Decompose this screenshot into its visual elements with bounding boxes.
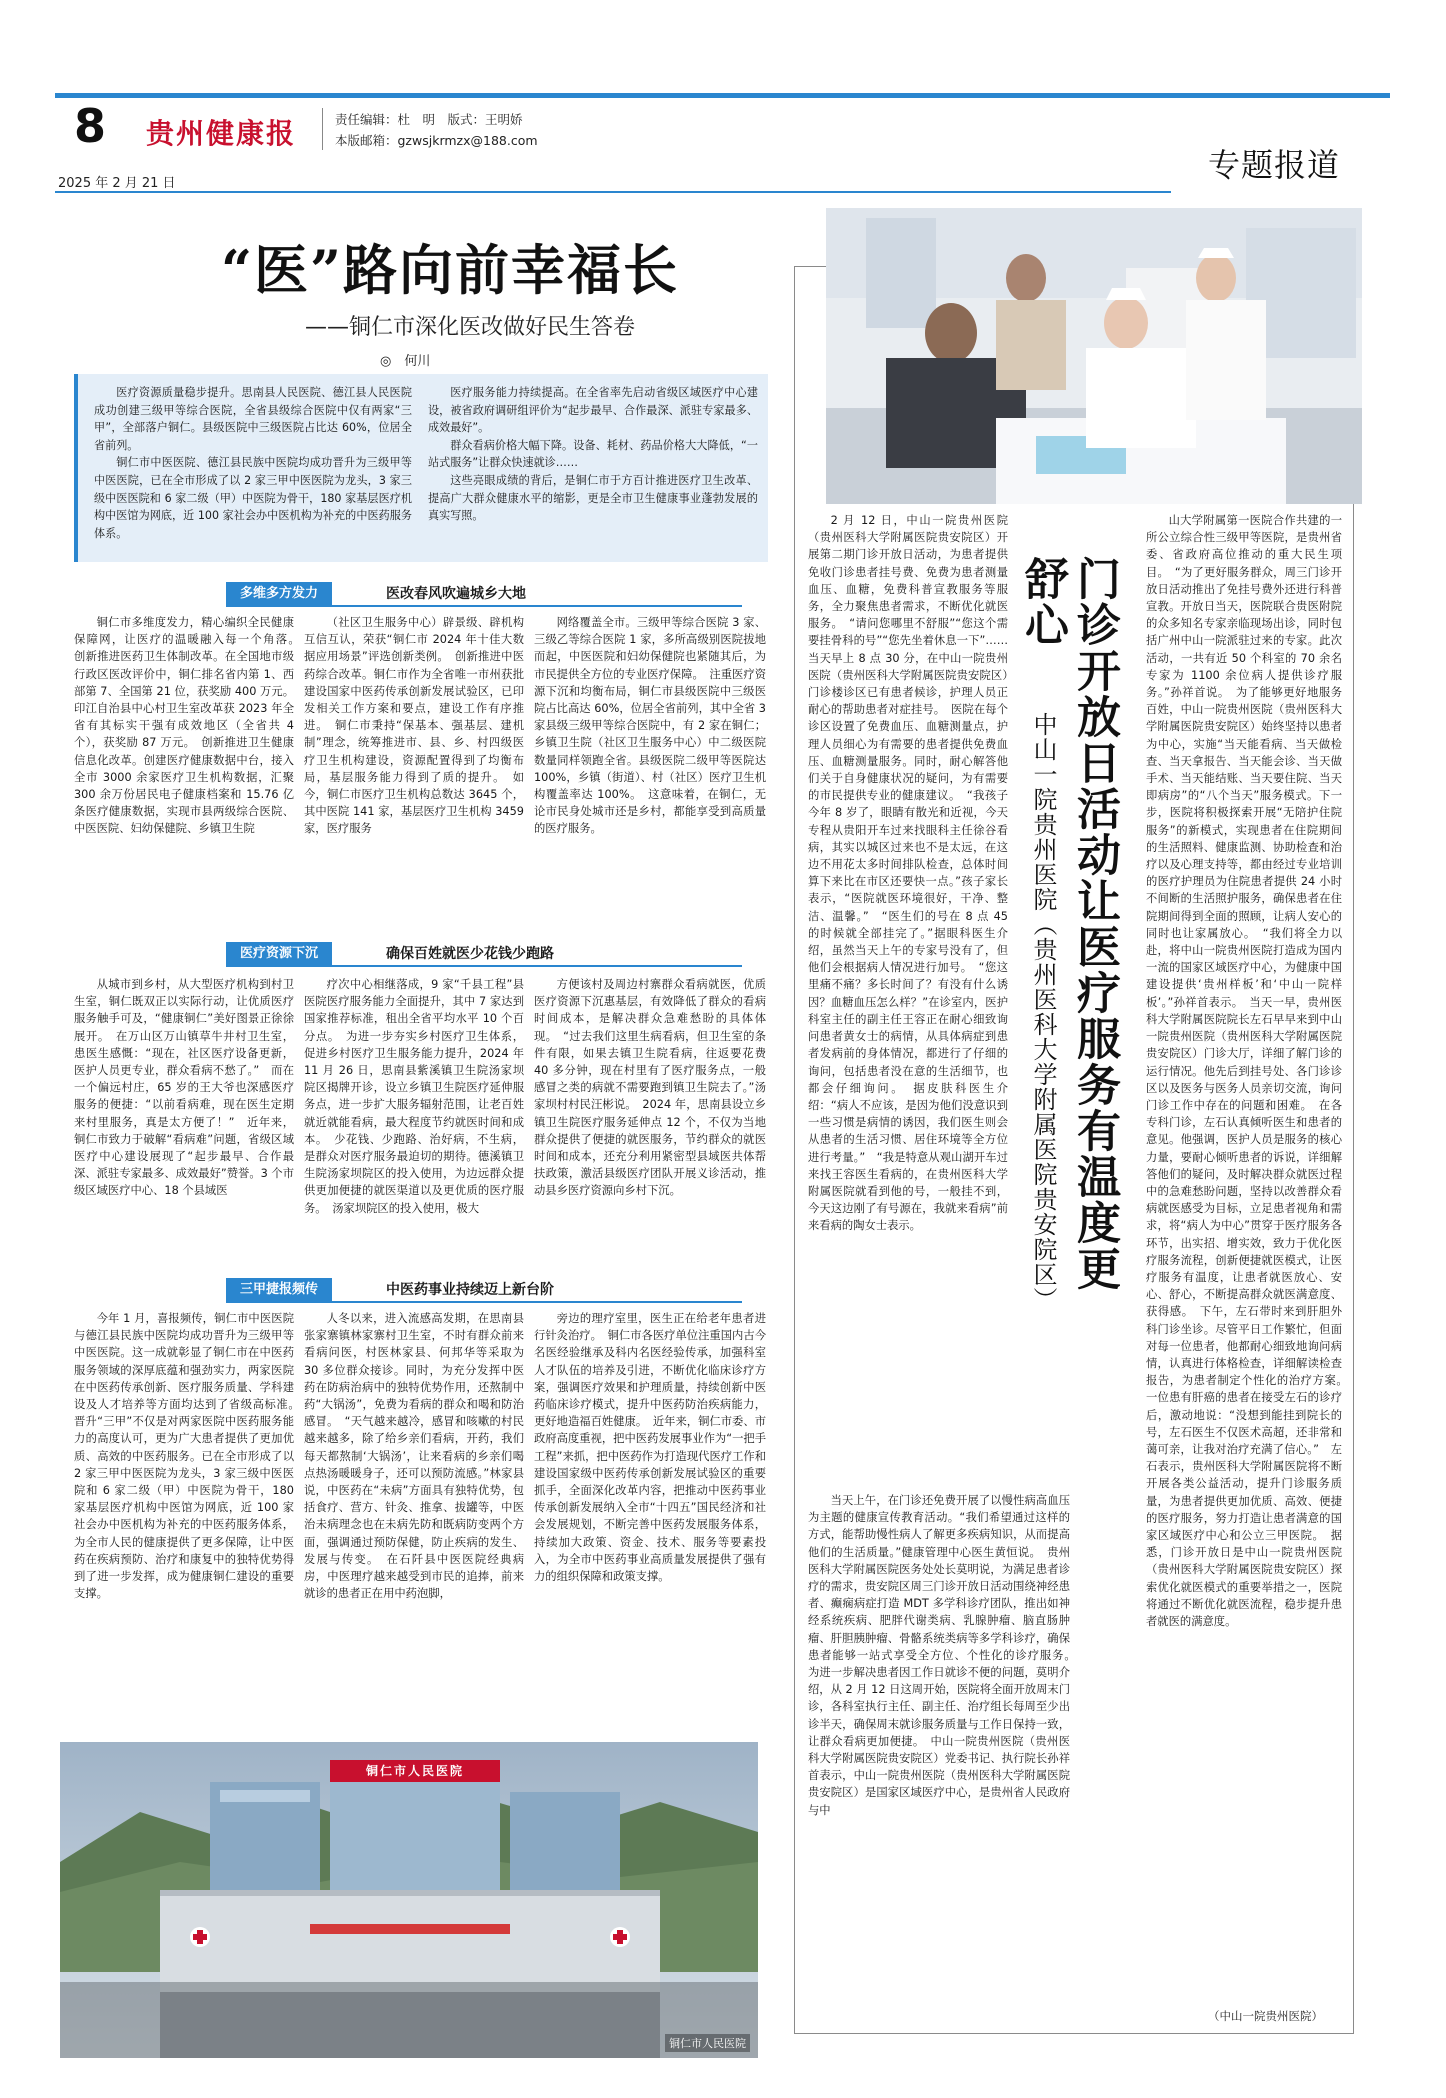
lead-box (74, 374, 768, 562)
body-paragraph: （社区卫生服务中心）辟景级、辟机构互信互认，荣获“铜仁市 2024 年十佳大数据应用场景”评选创新类例。 创新推进中医药综合改革。铜仁市作为全省唯一市州获批建设国家中医药传承创新发展试验区，已印发相关工作方案和要点，建设工作有序推进。 铜仁市秉持“保基本、强基层、建机制”理念，统筹推进市、县、乡、村四级医疗卫生机构建设，资源配置得到了均衡布局，基层服务能力得到了质的提升。 如今，铜仁市医疗卫生机构总数达 3645 个，其中医院 141 家，基层医疗卫生机构 3459 家，医疗服务 (304, 616, 524, 836)
section-1-col-1 (74, 614, 306, 924)
article-1-title: “医”路向前幸福长 (220, 238, 680, 302)
body-paragraph: 铜仁市多维度发力，精心编织全民健康保障网，让医疗的温暖融入每一个角落。 创新推进医药卫生体制改革。在全国地市级行政区医改评价中，铜仁排名省内第 1、西部第 7、全国第 21 位，获奖励 400 万元。印江自治县中心村卫生室改革获 2023 年全省有其标实干强有成效地区（全省共 4 个），获奖励 87 万元。 创新推进卫生健康信息化改革。创建医疗健康数据中台，接入全市 3000 余家医疗卫生机构数据，汇聚 300 余万份居民电子健康档案和 15.76 亿条医疗健康数据，实现市县两级综合医院、中医医院、妇幼保健院、乡镇卫生院 (74, 616, 306, 836)
top-rule (55, 93, 1390, 98)
body-paragraph: 人冬以来，进入流感高发期，在思南县张家寨镇林家寨村卫生室，不时有群众前来看病问医，村医林家县、何邦华等采取为 30 多位群众接诊。同时，为充分发挥中医药在防病治病中的独特优势作用，还熬制中药“大锅汤”，免费为看病的群众和喝和防治感冒。 “天气越来越冷，感冒和咳嗽的村民越来越多，除了给乡亲们看病，开药，我们每天都熬制‘大锅汤’，让来看病的乡亲们喝点热汤暖暖身子，还可以预防流感。”林家县说，中医药在“未病”方面具有独特优势，包括食疗、营方、针灸、推拿、拔罐等，中医治未病理念也在未病先防和既病防变两个方面，强调通过预防保健，防止疾病的发生、发展与传变。 在石阡县中医医院经典病房，中医理疗越来越受到市民的追捧，前来就诊的患者正在用中药泡脚， (304, 1312, 524, 1601)
lead-col-right (428, 384, 758, 556)
lead-paragraph: 医疗服务能力持续提高。在全省率先启动省级区域医疗中心建设，被省政府调研组评价为“起步最早、合作最深、派驻专家最多、成效最好”。 (428, 386, 758, 435)
section-1-rule (226, 605, 742, 607)
section-3-header (226, 1278, 742, 1302)
article-2-col-3 (1146, 512, 1354, 2004)
hospital-building-illustration (60, 1742, 758, 2058)
body-paragraph: 当天上午，在门诊还免费开展了以慢性病高血压为主题的健康宣传教育活动。“我们希望通过这样的方式，能帮助慢性病人了解更多疾病知识，从而提高他们的生活质量。”健康管理中心医生黄恒说。 贵州医科大学附属医院医务处处长莫明说，为满足患者诊疗的需求，贵安院区周三门诊开放日活动围绕神经患者、癫痫病症打造 MDT 多学科诊疗团队，推出如神经系统疾病、肥胖代谢类病、乳腺肿瘤、脑直肠肿瘤、肝胆胰肿瘤、骨骼系统类病等多学科诊疗，确保患者能够一站式享受全方位、个性化的诊疗服务。 为进一步解决患者因工作日就诊不便的问题，莫明介绍，从 2 月 12 日这周开始，医院将全面开放周末门诊，各科室执行主任、副主任、治疗组长每周至少出诊半天，确保周末就诊服务质量与工作日保持一致，让群众看病更加便捷。 中山一院贵州医院（贵州医科大学附属医院贵安院区）党委书记、执行院长孙祥首表示，中山一院贵州医院（贵州医科大学附属医院贵安院区）是国家区域医疗中心，是贵州省人民政府与中 (808, 1494, 1082, 1817)
lead-paragraph: 铜仁市中医医院、德江县民族中医院均成功晋升为三级甲等中医医院，已在全市形成了以 2 家三甲中医医院为龙头，3 家三级中医医院和 6 家二级（甲）中医院为骨干，180 家基层医疗机构中医馆为网底，近 100 家社会办中医机构为补充的中医药服务体系。 (94, 456, 412, 540)
paper-name-logo: 贵州健康报 (146, 117, 297, 150)
section-2-col-1 (74, 976, 294, 1264)
section-1-title: 医改春风吹遍城乡大地 (386, 586, 526, 602)
article-1-byline: ◎ 何川 (380, 354, 431, 369)
article-2-subtitle: 中山一院贵州医院（贵州医科大学附属医院贵安院区） (1029, 712, 1057, 1312)
page-number: 8 (74, 99, 107, 153)
body-paragraph: 疗次中心相继落成，9 家“千县工程”县医院医疗服务能力全面提升，其中 7 家达到国家推荐标准，租出全省平均水平 10 个百分点。 为进一步夯实乡村医疗卫生体系，促进乡村医疗卫生服务能力提升，2024 年 11 月 26 日，思南县紫溪镇卫生院汤家坝院区揭牌开诊，设立乡镇卫生院医疗延伸服务点，进一步扩大服务辐射范围，让老百姓就近就能看病，最大程度节约就医时间和成本。 少花钱、少跑路、治好病，不生病，是群众对医疗服务最迫切的期待。德溪镇卫生院汤家坝院区的投入使用，为边远群众提供更加便捷的就医渠道以及更优质的医疗服务。 汤家坝院区的投入使用，极大 (304, 978, 524, 1215)
section-1-col-3 (534, 614, 766, 924)
section-1-col-2 (304, 614, 524, 924)
section-2-col-3 (534, 976, 766, 1264)
clinic-photo (826, 208, 1362, 504)
section-3-col-1 (74, 1310, 306, 1730)
section-3-rule (226, 1301, 742, 1303)
lead-paragraph: 医疗资源质量稳步提升。思南县人民医院、德江县人民医院成功创建三级甲等综合医院，全省县级综合医院中仅有两家“三甲”，全部落户铜仁。县级医院中三级医院占比达 60%，位居全省前列。 (94, 386, 412, 452)
article-2-source: （中山一院贵州医院） (1208, 2009, 1323, 2023)
date-line: 2025 年 2 月 21 日 (58, 176, 176, 191)
body-paragraph: 2 月 12 日，中山一院贵州医院（贵州医科大学附属医院贵安院区）开展第二期门诊开放日活动，为患者提供免收门诊患者挂号费、免费为患者测量血压、血糖，免费科普宣教服务等服务，全力聚焦患者需求，不断优化就医服务。 “请问您哪里不舒服”“您这个需要挂骨科的号”“您先坐着休息一下”……当天早上 8 点 30 分，在中山一院贵州医院（贵州医科大学附属医院贵安院区）门诊楼诊区已有患者候诊，护理人员正耐心的帮助患者对症挂号。 医院在每个诊区设置了免费血压、血糖测量点，护理人员细心为有需要的患者提供免费血压、血糖测量服务。同时，耐心解答他们关于自身健康状况的疑问，为有需要的市民提供专业的健康建议。 “我孩子今年 8 岁了，眼睛有散光和近视，今天专程从贵阳开车过来找眼科主任徐谷看病，其实以城区过来也不是太远，在这边不用花太多时间排队检查，总体时间算下来比在市区还要快一点。”孩子家长表示，“医院就医环境很好，干净、整洁、温馨。” “医生们的号在 8 点 45 的时候就全部挂完了。”据眼科医生介绍，虽然当天上午的专家号没有了，但他们会根据病人情况进行加号。 “您这里痛不痛？多长时间了？有没有什么诱因？血糖血压怎么样？”在诊室内，医护科室主任的副主任王容正在耐心细致询问患者黄女士的病情，从具体病症到患者发病前的身体情况，都进行了仔细的询问，包括患者没在意的生活细节，也都会仔细询问。 据皮肤科医生介绍：“病人不应该，是因为他们没意识到一些习惯是病情的诱因，我们医生则会从患者的生活习惯、居住环境等全方位进行考量。” “我是特意从观山湖开车过来找王容医生看病的，在贵州医科大学附属医院就看到他的号，一般挂不到，今天这边刚了有号源在，我就来看病”前来看病的陶女士表示。 (808, 514, 1008, 1233)
section-2-rule (226, 965, 742, 967)
body-paragraph: 方便该村及周边村寨群众看病就医，优质医疗资源下沉惠基层，有效降低了群众的看病时间成本，是解决群众急难愁盼的具体体现。 “过去我们这里生病看病，但卫生室的条件有限，如果去镇卫生院看病，往返要花费 40 多分钟，现在村里有了医疗服务点，一般感冒之类的病就不需要跑到镇卫生院去了。”汤家坝村村民汪彬说。 2024 年，思南县设立乡镇卫生院医疗服务延伸点 12 个，不仅为当地群众提供了便捷的就医服务，节约群众的就医时间和成本，还充分利用紧密型县域医共体帮扶政策，激活县级医疗团队开展义诊活动，推动县乡医疗资源向乡村下沉。 (534, 978, 766, 1198)
date-rule (55, 191, 1171, 193)
hospital-sign-text: 铜仁市人民医院 (365, 1764, 464, 1778)
section-3-tag: 三甲捷报频传 (226, 1278, 332, 1302)
editor-line: 责任编辑：杜 明 版式：王明娇 (335, 112, 523, 127)
section-2-header (226, 942, 742, 966)
logo-divider (322, 108, 323, 150)
body-paragraph: 山大学附属第一医院合作共建的一所公立综合性三级甲等医院，是贵州省委、省政府高位推动的重大民生项目。 “为了更好服务群众，周三门诊开放日活动推出了免挂号费外还进行科普宣教。开放日当天，医院联合贵医附院的众多知名专家亲临现场出诊，同时包括广州中山一院派驻过来的专家。此次活动，一共有近 50 个科室的 70 余名专家为 1100 余位病人提供诊疗服务。”孙祥首说。 为了能够更好地服务百姓，中山一院贵州医院（贵州医科大学附属医院贵安院区）始终坚持以患者为中心，实施“当天能看病、当天做检查、当天拿报告、当天能会诊、当天做手术、当天能结账、当天要住院、当天即病房”的“八个当天”服务模式。下一步，医院将积极探索开展“无陪护住院服务”的新模式，实现患者在住院期间的生活照料、健康监测、协助检查和治疗以及心理支持等，都由经过专业培训的医疗护理员为住院患者提供 24 小时不间断的生活照护服务，确保患者在住院期间得到全面的照顾，让病人安心的同时也让家属放心。 “我们将全力以赴，将中山一院贵州医院打造成为国内一流的国家区域医疗中心，为健康中国建设提供‘贵州样板’和‘中山一院样板’。”孙祥首表示。 当天一早，贵州医科大学附属医院院长左石早早来到中山一院贵州医院（贵州医科大学附属医院贵安院区）门诊大厅，详细了解门诊的运行情况。他先后到挂号处、各门诊诊区以及医务与医务人员亲切交流，询问门诊工作中存在的问题和困难。 在各专科门诊，左石认真倾听医生和患者的意见。他强调，医护人员是服务的核心力量，要耐心倾听患者的诉说，详细解答他们的疑问，及时解决群众就医过程中的急难愁盼问题，坚持以改善群众看病就医感受为目标，立足患者视角和需求，将“病人为中心”贯穿于医疗服务各环节，出实招、增实效，致力于优化医疗服务流程，创新便捷就医模式，让医疗服务有温度，让患者就医放心、安心、舒心，不断提高群众就医满意度、获得感。 下午，左石带时来到肝胆外科门诊坐诊。尽管平日工作繁忙，但面对每一位患者，他都耐心细致地询问病情，认真进行体格检查，详细解读检查报告，为患者制定个性化的治疗方案。 一位患有肝癌的患者在接受左石的诊疗后，激动地说：“没想到能挂到院长的号，左石医生不仅医术高超，还非常和蔼可亲，让我对治疗充满了信心。” 左石表示，贵州医科大学附属医院将不断开展各类公益活动，提升门诊服务质量，为患者提供更加优质、高效、便捷的医疗服务，努力打造让患者满意的国家区域医疗中心和公立三甲医院。 据悉，门诊开放日是中山一院贵州医院（贵州医科大学附属医院贵安院区）探索优化就医模式的重要举措之一，医院将通过不断优化就医流程，稳步提升患者就医的满意度。 (1146, 514, 1354, 1628)
article-1-subtitle: ——铜仁市深化医改做好民生答卷 (304, 315, 635, 340)
body-paragraph: 今年 1 月，喜报频传，铜仁市中医医院与德江县民族中医院均成功晋升为三级甲等中医医院。这一成就彰显了铜仁市在中医药服务领域的深厚底蕴和强劲实力，两家医院在中医药传承创新、医疗服务质量、学科建设及人才培养等方面均达到了省级高标准。 晋升“三甲”不仅是对两家医院中医药服务能力的高度认可，更为广大患者提供了更加优质、高效的中医药服务。已在全市形成了以 2 家三甲中医医院为龙头，3 家三级中医医院和 6 家二级（甲）中医院为骨干，180 家基层医疗机构中医馆为网底，近 100 家社会办中医机构为补充的中医药服务体系，为全市人民的健康提供了更多保障，让中医药在疾病预防、治疗和康复中的独特优势得到了进一步发挥，成为健康铜仁建设的重要支撑。 (74, 1312, 306, 1601)
body-paragraph: 旁边的理疗室里，医生正在给老年患者进行针灸治疗。 铜仁市各医疗单位注重国内古今名医经验继承及科内名医经验传承，加强科室人才队伍的培养及引进，不断优化临床诊疗方案，强调医疗效果和护理质量，持续创新中医药临床诊疗模式，提升中医药防治疾病能力，更好地造福百姓健康。 近年来，铜仁市委、市政府高度重视，把中医药发展事业作为“一把手工程”来抓，把中医药作为打造现代医疗工作和建设国家级中医药传承创新发展试验区的重要抓手，全面深化改革内容，把推动中医药事业传承创新发展纳入全市“十四五”国民经济和社会发展规划，不断完善中医药发展服务体系，持续加大政策、资金、技术、服务等要素投入，为全市中医药事业高质量发展提供了强有力的组织保障和政策支撑。 (534, 1312, 766, 1584)
clinic-scene-illustration (826, 208, 1362, 504)
section-3-title: 中医药事业持续迈上新台阶 (386, 1282, 554, 1298)
lead-paragraph: 群众看病价格大幅下降。设备、耗材、药品价格大大降低，“一站式服务”让群众快速就诊…… (428, 438, 758, 470)
section-2-col-2 (304, 976, 524, 1264)
section-2-title: 确保百姓就医少花钱少跑路 (386, 946, 554, 962)
section-3-col-2 (304, 1310, 524, 1730)
section-1-tag: 多维多方发力 (226, 582, 332, 606)
body-paragraph: 从城市到乡村，从大型医疗机构到村卫生室，铜仁既双正以实际行动，让优质医疗服务触手可及，“健康铜仁”美好图景正徐徐展开。 在万山区万山镇草牛井村卫生室，患医生感慨：“现在，社区医疗设备更新，医护人员更专业，群众看病不愁了。” 而在一个偏远村庄，65 岁的王大爷也深感医疗服务的便捷：“以前看病难，现在医生定期来村里服务，真是太方便了！” 近年来，铜仁市致力于破解“看病难”问题，省级区域医疗中心建设展现了“起步最早、合作最深、派驻专家最多、成效最好”赞誉。3 个市级区域医疗中心、18 个县域医 (74, 978, 294, 1198)
article-2-title: 门诊开放日活动让医疗服务有温度更舒心 (1017, 556, 1120, 1292)
article-2-col-1 (808, 512, 1008, 1480)
body-paragraph: 网络覆盖全市。三级甲等综合医院 3 家、三级乙等综合医院 1 家，多所高级别医院拔地而起，中医医院和妇幼保健院也紧随其后，为市民提供全方位的专业医疗保障。 注重医疗资源下沉和均衡布局，铜仁市县级医院中三级医院占比高达 60%，位居全省前列，其中全省 3 家县级三级甲等综合医院中，有 2 家在铜仁；乡镇卫生院（社区卫生服务中心）中二级医院数量同样领跑全省。县级医院二级甲等医院达 100%，乡镇（街道）、村（社区）医疗卫生机构覆盖率达 100%。 这意味着，在铜仁，无论市民身处城市还是乡村，都能享受到高质量的医疗服务。 (534, 616, 766, 836)
photo-caption: 铜仁市人民医院 (665, 2034, 750, 2052)
section-2-tag: 医疗资源下沉 (226, 942, 332, 966)
section-3-col-3 (534, 1310, 766, 1730)
section-name: 专题报道 (1208, 146, 1341, 184)
lead-paragraph: 这些亮眼成绩的背后，是铜仁市于方百计推进医疗卫生改革、提高广大群众健康水平的缩影，更是全市卫生健康事业蓬勃发展的真实写照。 (428, 473, 758, 523)
section-1-header (226, 582, 742, 606)
article-2-col-2 (808, 1492, 1082, 2012)
lead-col-left (94, 384, 412, 556)
email-line: 本版邮箱：gzwsjkrmzx@188.com (335, 133, 538, 148)
hospital-photo (60, 1742, 758, 2058)
